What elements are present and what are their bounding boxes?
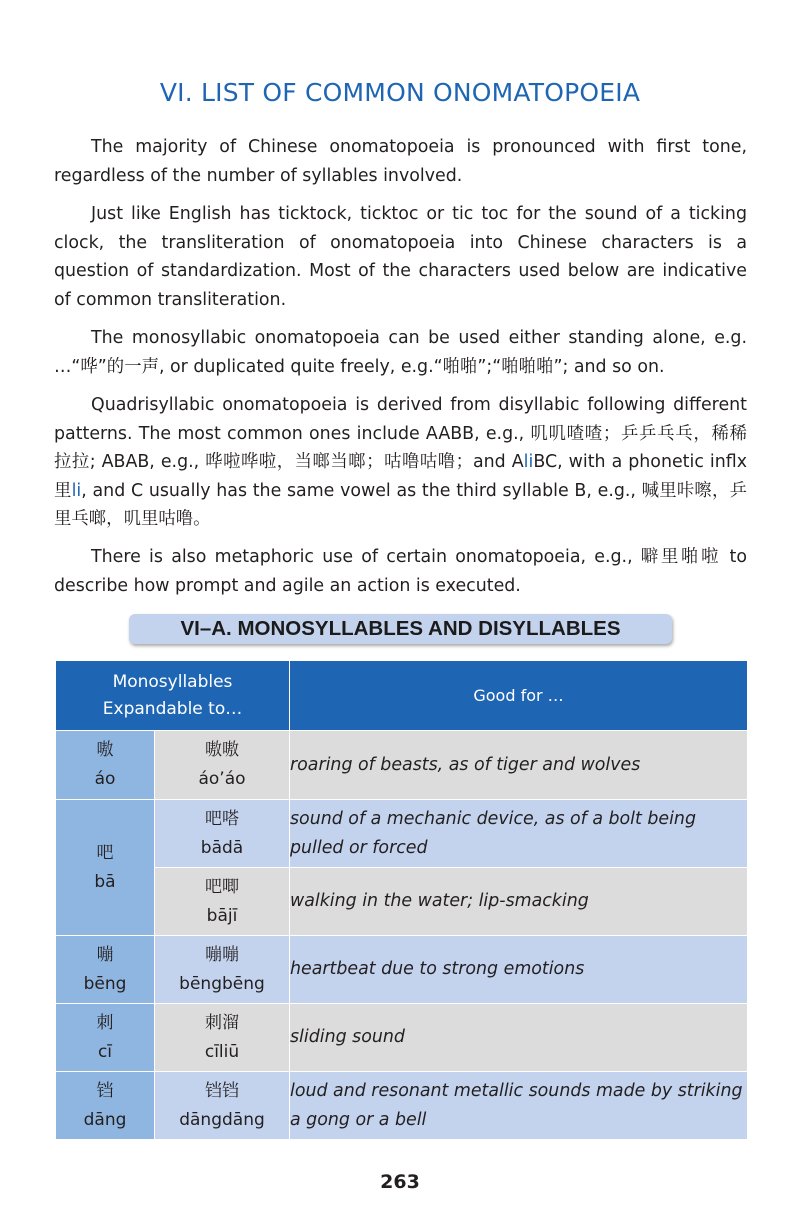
infix-highlight: li bbox=[523, 452, 534, 472]
mono-cell bbox=[56, 1072, 155, 1140]
expand-cell bbox=[155, 936, 290, 1004]
expand-char: 吧唧 bbox=[205, 876, 239, 897]
expand-pinyin: dāngdāng bbox=[179, 1109, 265, 1130]
table-row bbox=[56, 868, 748, 936]
mono-cell bbox=[56, 936, 155, 1004]
paragraph-quadrisyllabic-text-2: BC, with a phonetic inflx 里 bbox=[54, 452, 748, 501]
table-row bbox=[56, 1004, 748, 1072]
header-monosyllables bbox=[56, 661, 290, 731]
header-monosyllables-text: Monosyllables Expandable to… bbox=[102, 671, 243, 719]
mono-pinyin: bēng bbox=[83, 973, 127, 994]
paragraph-quadrisyllabic-text-3: , and C usually has the same vowel as the third syllable B, e.g., 喊里咔嚓，乒里乓啷，叽里咕噜。 bbox=[54, 480, 747, 529]
expand-cell bbox=[155, 731, 290, 800]
expand-cell bbox=[155, 1004, 290, 1072]
section-heading: VI–A. MONOSYLLABLES AND DISYLLABLES bbox=[129, 614, 672, 644]
paragraph-metaphoric: There is also metaphoric use of certain onomatopoeia, e.g., 噼里啪啦 to describe how prompt and agile an action is executed. bbox=[54, 547, 747, 596]
mono-char: 铛 bbox=[96, 1080, 114, 1101]
header-good-for: Good for … bbox=[290, 661, 748, 731]
expand-pinyin: áo’áo bbox=[198, 769, 246, 789]
expand-cell bbox=[155, 1072, 290, 1140]
mono-cell bbox=[56, 731, 155, 800]
mono-char: 刺 bbox=[96, 1012, 114, 1033]
mono-char: 嗷 bbox=[96, 740, 114, 760]
mono-char: 嘣 bbox=[96, 944, 114, 965]
table-row bbox=[56, 1072, 748, 1140]
paragraph-standardization: Just like English has ticktock, ticktoc or tic toc for the sound of a ticking clock, the transliteration of onomatopoeia into Chinese characters is a question of standardization. Most of the characters used below are indicative of common transliteration. bbox=[54, 204, 747, 310]
description-cell: heartbeat due to strong emotions bbox=[290, 936, 748, 1004]
paragraph-quadrisyllabic-text-1: Quadrisyllabic onomatopoeia is derived from disyllabic following different patterns. The most common ones include AABB, e.g., 叽叽喳喳；乒乒乓乓，稀稀拉拉; ABAB, e.g., 哗啦哗啦，当啷当啷；咕噜咕噜；and A bbox=[54, 395, 747, 472]
expand-cell bbox=[155, 800, 290, 868]
mono-pinyin: dāng bbox=[83, 1109, 127, 1130]
description-cell: loud and resonant metallic sounds made by striking a gong or a bell bbox=[290, 1072, 748, 1140]
expand-char: 吧嗒 bbox=[205, 808, 239, 829]
table-row bbox=[56, 936, 748, 1004]
paragraph-tone: The majority of Chinese onomatopoeia is pronounced with first tone, regardless of the number of syllables involved. bbox=[54, 137, 747, 186]
expand-char: 刺溜 bbox=[205, 1012, 239, 1033]
mono-cell bbox=[56, 1004, 155, 1072]
description-cell: walking in the water; lip-smacking bbox=[290, 868, 748, 936]
expand-char: 铛铛 bbox=[205, 1080, 239, 1101]
expand-pinyin: bēngbēng bbox=[179, 973, 265, 994]
mono-pinyin: bā bbox=[94, 871, 116, 892]
paragraph-quadrisyllabic bbox=[54, 391, 747, 534]
table-row bbox=[56, 731, 748, 800]
expand-cell bbox=[155, 868, 290, 936]
mono-char: 吧 bbox=[96, 842, 114, 863]
mono-pinyin: áo bbox=[94, 769, 116, 789]
paragraph-monosyllabic: The monosyllabic onomatopoeia can be used either standing alone, e.g. …“哗”的一声, or duplicated quite freely, e.g.“啪啪”;“啪啪啪”; and so on. bbox=[54, 328, 747, 377]
expand-pinyin: bādā bbox=[200, 837, 244, 858]
page-number: 263 bbox=[380, 1171, 420, 1193]
description-cell: sliding sound bbox=[290, 1004, 748, 1072]
expand-char: 嗷嗷 bbox=[205, 740, 239, 760]
expand-char: 嘣嘣 bbox=[205, 944, 239, 965]
chapter-title: VI. LIST OF COMMON ONOMATOPOEIA bbox=[159, 78, 641, 107]
mono-pinyin: cī bbox=[97, 1041, 113, 1062]
onomatopoeia-table bbox=[55, 660, 748, 1140]
description-cell: roaring of beasts, as of tiger and wolves bbox=[290, 731, 748, 800]
mono-cell bbox=[56, 800, 155, 936]
infix-highlight: li bbox=[71, 480, 82, 501]
table-row bbox=[56, 800, 748, 868]
table-header-row bbox=[56, 661, 748, 731]
description-cell: sound of a mechanic device, as of a bolt being pulled or forced bbox=[290, 800, 748, 868]
expand-pinyin: cīliū bbox=[204, 1041, 240, 1062]
expand-pinyin: bājī bbox=[206, 905, 238, 926]
